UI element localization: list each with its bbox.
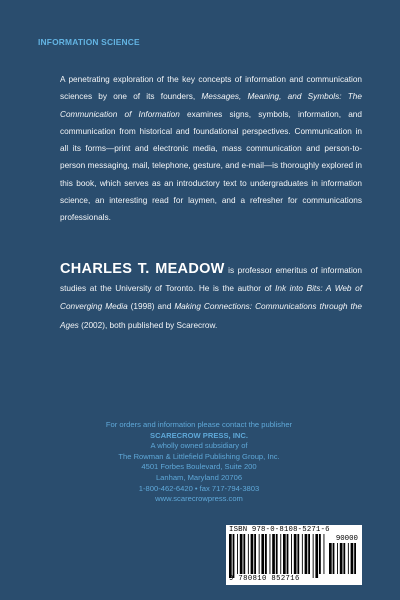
barcode-bar (329, 543, 332, 574)
description-lead: A penetrating exploration of the key concepts of information and communication sciences by one of its founders, (60, 75, 362, 102)
barcode-box (226, 525, 362, 585)
barcode-bar (237, 534, 238, 574)
author-bio (60, 262, 362, 335)
barcode-bar (270, 534, 271, 574)
bio-text-3: (2002), both published by Scarecrow. (78, 320, 218, 330)
author-book-1: Ink into Bits: A Web of Converging Media (60, 284, 363, 312)
author-book-2: Making Connections: Communications through the Ages (60, 302, 362, 330)
book-description (60, 71, 362, 227)
barcode-bar (297, 534, 299, 574)
publisher-phone: 1-800-462-6420 • fax 717-794-3803 (138, 483, 260, 493)
isbn-number: ISBN 978-0-8108-5271-6 (229, 526, 330, 534)
barcode-image (229, 534, 327, 578)
barcode-bar (319, 534, 321, 574)
barcode-bar (265, 534, 267, 574)
description-rest: examines signs, symbols, information, and communication from historical and foundational perspectives. Communication in all its forms—print and electronic media, mass communication and person-to-person messaging, mail, telephone, gesture, and e-mail—is thoroughly explored in this book, which serves as an introductory text to undergraduates in information science, an interesting read for laymen, and a refresher for communications professionals. (60, 109, 362, 223)
barcode-bar (340, 543, 343, 574)
barcode-bar (348, 543, 349, 574)
publisher-parent-company: The Rowman & Littlefield Publishing Group, Inc. (118, 451, 280, 461)
barcode-bar (302, 534, 303, 574)
publisher-address-street: 4501 Forbes Boulevard, Suite 200 (141, 462, 257, 472)
price-code: 90000 (335, 535, 358, 543)
barcode-bar (308, 534, 310, 574)
category-label: INFORMATION SCIENCE (38, 37, 140, 47)
barcode-bar (351, 543, 354, 574)
publisher-website: www.scarecrowpress.com (155, 494, 243, 504)
publisher-name: SCARECROW PRESS, INC. (150, 430, 248, 440)
publisher-block (84, 420, 314, 505)
barcode-bar (233, 534, 235, 578)
barcode-bar (251, 534, 254, 574)
bio-text-2: (1998) and (127, 302, 175, 312)
publisher-address-city: Lanham, Maryland 20706 (155, 472, 243, 482)
barcode-bar (240, 534, 243, 574)
author-name: CHARLES T. MEADOW (60, 261, 225, 277)
barcode-bar (343, 543, 345, 574)
barcode-bar (354, 543, 356, 574)
barcode-bar (287, 534, 289, 574)
barcode-bar (313, 534, 314, 578)
barcode-bar (259, 534, 260, 574)
barcode-bar (333, 543, 335, 574)
barcode-bar (280, 534, 281, 574)
barcode-bar (283, 534, 286, 574)
publisher-contact-line: For orders and information please contact the publisher (105, 420, 293, 429)
barcode-digits: 9 780810 852716 (229, 575, 300, 583)
publisher-subsidiary-line: A wholly owned subsidiary of (150, 441, 248, 451)
barcode-bar (272, 534, 275, 574)
barcode-bar (243, 534, 245, 574)
barcode-bar (276, 534, 278, 574)
book-title: Messages, Meaning, and Symbols: The Communication of Information (60, 92, 362, 119)
barcode-bar (315, 534, 318, 578)
barcode-bar (324, 534, 325, 574)
barcode-bar (291, 534, 292, 574)
barcode-bar (261, 534, 264, 574)
barcode-bar (294, 534, 297, 574)
bio-text-1: is professor emeritus of information studies at the University of Toronto. He is the author of (60, 266, 362, 294)
price-addon-barcode (329, 543, 359, 578)
barcode-bar (248, 534, 249, 574)
barcode-bar (337, 543, 338, 574)
barcode-bar (229, 534, 232, 578)
barcode-bar (305, 534, 308, 574)
barcode-bar (254, 534, 256, 574)
